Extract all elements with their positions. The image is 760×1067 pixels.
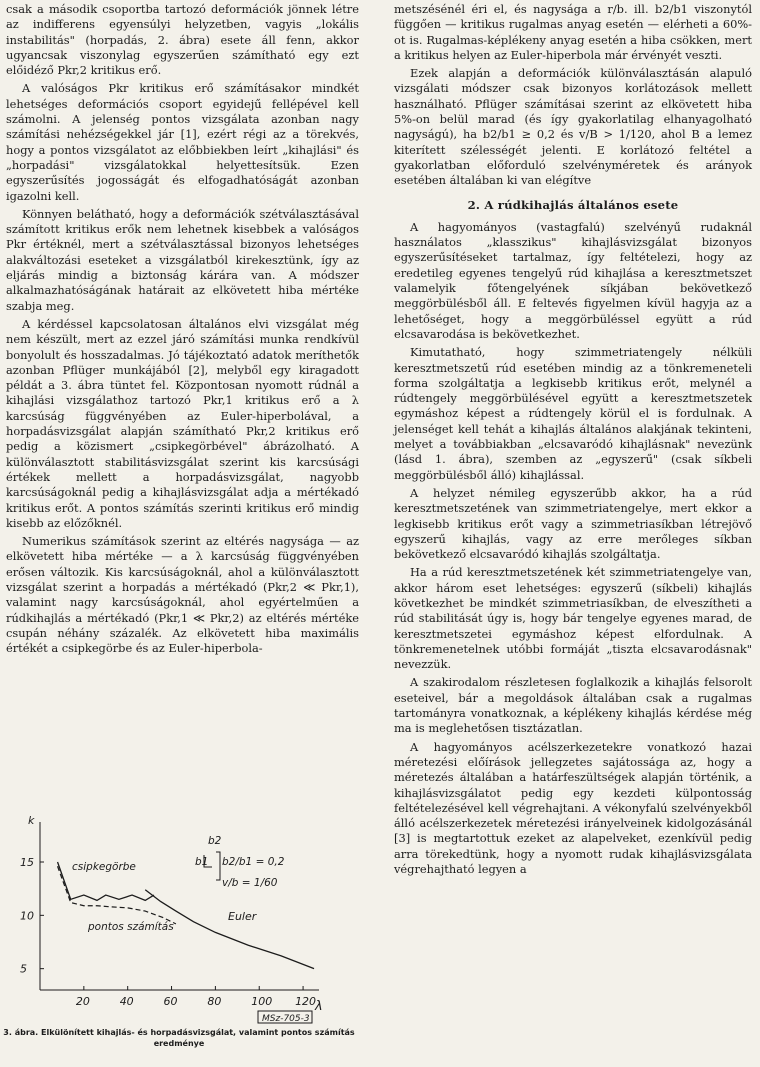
label-euler: Euler xyxy=(228,910,257,923)
label-b2: b2 xyxy=(208,835,222,847)
x-tick-label: 120 xyxy=(295,995,317,1008)
paragraph: A hagyományos (vastagfalú) szelvényű rudaknál használatos „klasszikus" kihajlásvizsgálat bizonyos egyszerűsítéseket tartalmaz, így feltételezi, hogy az eredetileg egyenes tengelyű rúd kihajlása a keresztmetszet valamelyik főtengelyének síkjában bekövetkező meggörbülésből áll. E feltevés figyelmen kívül hagyja az a lehetőséget, hogy a meggörbüléssel együtt a rúd elcsavarodása is bekövetkezhet. xyxy=(394,219,752,341)
right-column xyxy=(394,2,752,880)
paragraph: Ezek alapján a deformációk különválasztásán alapuló vizsgálati módszer csak bizonyos korlátozások mellett használható. Pflüger számításai szerint az elkövetett hiba 5%-on belül marad (és így gyakorlatilag elhanyagolható nagyságú), ha b2/b1 ≥ 0,2 és v/B > 1/120, ahol B a lemez kiterített szélességét jelenti. E korlátozó feltétel a gyakorlatban előforduló szelvényméretek és arányok esetében általában ki van elégítve xyxy=(394,66,752,188)
series-pontos-szamitas xyxy=(58,866,176,924)
y-tick-label: 15 xyxy=(20,856,34,869)
label-b1: b1 xyxy=(195,856,209,868)
paragraph: A hagyományos acélszerkezetekre vonatkozó hazai méretezési előírások jellegzetes sajátossága az, hogy a méretezés általában a határfeszültségek alapján történik, a kihajlásvizsgálatot pedig egy kezdeti külpontosság feltételezésével kell végrehajtani. A vékonyfalú szelvényekből álló acélszerkezetek méretezési irányelveinek kidolgozásánál [3] is megtartottuk ezeket az alapelveket, ezenkívül pedig arra törekedtünk, hogy a nyomott rudak kihajlásvizsgálata végrehajtható legyen a xyxy=(394,739,752,877)
axes xyxy=(20,822,319,1008)
label-vb: v/b = 1/60 xyxy=(222,877,278,889)
section-heading: 2. A rúdkihajlás általános esete xyxy=(467,197,679,212)
paragraph: csak a második csoportba tartozó deformációk jönnek létre az indifferens egyensúlyi helyzetben, vagyis „lokális instabilitás" (horpadás, 2. ábra) esete áll fenn, akkor ugyancsak viszonylag egyszerűen számítható egy ezt előidéző Pkr,2 kritikus erő. xyxy=(6,2,359,78)
figure-code: MSz-705-3 xyxy=(262,1014,310,1024)
paragraph: Kimutatható, hogy szimmetriatengely nélküli keresztmetszetű rúd esetében mindig az a tönkremeneteli forma szolgáltatja a legkisebb kritikus erőt, melynél a rúdtengely meggörbülésével együtt a keresztmetszetek egymáshoz képest a rúdtengely körül el is fordulnak. A jelenséget kell tehát a kihajlás általános alakjának tekinteni, melyet a továbbiakban „elcsavaródó kihajlásnak" nevezünk (lásd 1. ábra), szemben az „egyszerű" (csak síkbeli meggörbülésből álló) kihajlással. xyxy=(394,345,752,482)
x-tick-label: 100 xyxy=(251,995,273,1008)
label-ratio: b2/b1 = 0,2 xyxy=(222,856,285,868)
figure-caption: 3. ábra. Elkülönített kihajlás- és horpadásvizsgálat, valamint pontos számítás eredménye xyxy=(3,1028,355,1048)
paragraph: metszésénél éri el, és nagysága a r/b. ill. b2/b1 viszonytól függően — kritikus rugalmas anyag esetén — elérheti a 60%-ot is. Rugalmas-képlékeny anyag esetén a hiba csökken, mert a kritikus helyen az Euler-hiperbola már érvényét veszti. xyxy=(394,2,752,62)
x-tick-label: 40 xyxy=(119,995,134,1008)
paragraph: A kérdéssel kapcsolatosan általános elvi vizsgálat még nem készült, mert az ezzel járó számítási munka rendkívül bonyolult és hosszadalmas. Jó tájékoztató adatok meríthetők azonban Pflüger munkájából [2], melyből egy kiragadott példát a 3. ábra tüntet fel. Központosan nyomott rúdnál a kihajlási vizsgálathoz tartozó Pkr,1 kritikus erő a λ karcsúság függvényében az Euler-hiperbolával, a horpadásvizsgálat alapján számítható Pkr,2 kritikus erő pedig a közismert „csipkegörbével" ábrázolható. A különválasztott stabilitásvizsgálat szerint kis karcsúsági értékek mellett a horpadásvizsgálat, nagyobb karcsúságoknál pedig a kihajlásvizsgálat adja a mértékadó kritikus erőt. A pontos számítás szerinti kritikus erő mindig kisebb az előzőknél. xyxy=(6,316,359,530)
x-axis-label: λ xyxy=(315,999,323,1014)
label-pontos-szamitas: pontos számítás xyxy=(88,921,174,933)
y-tick-label: 5 xyxy=(20,962,27,976)
figure-3 xyxy=(0,810,360,1060)
figure-chart xyxy=(0,810,360,1025)
left-column xyxy=(6,2,359,659)
paragraph: Ha a rúd keresztmetszetének két szimmetriatengelye van, akkor három eset lehetséges: egyszerű (síkbeli) kihajlás következhet be mindkét szimmetriasíkban, de elveszítheti a rúd stabilitását úgy is, hogy bár tengelye egyenes marad, de keresztmetszetei egymáshoz képest elfordulnak. A tönkremenetelnek utóbbi formáját „tiszta elcsavarodásnak" nevezzük. xyxy=(394,565,752,672)
paragraph: Numerikus számítások szerint az eltérés nagysága — az elkövetett hiba mértéke — a λ karcsúság függvényében erősen változik. Kis karcsúságoknál, ahol a különválasztott vizsgálat szerint a horpadás a mértékadó (Pkr,2 ≪ Pkr,1), valamint nagy karcsúságoknál, ahol egyértelműen a rúdkihajlás a mértékadó (Pkr,1 ≪ Pkr,2) az eltérés mértéke csupán néhány százalék. Az elkövetett hiba maximális értékét a csipkegörbe és az Euler-hiperbola- xyxy=(6,534,359,656)
paragraph: A helyzet némileg egyszerűbb akkor, ha a rúd keresztmetszetének van szimmetriatengelye, mert ekkor a legkisebb kritikus erőt vagy a szimmetriasíkban létrejövő egyszerű kihajlás, vagy az erre merőleges síkban bekövetkező elcsavaródó kihajlás szolgáltatja. xyxy=(394,485,752,562)
bracket-icon xyxy=(216,852,220,880)
paragraph: A szakirodalom részletesen foglalkozik a kihajlás felsorolt eseteivel, bár a megoldások általában csak a rugalmas tartományra vonatkoznak, a képlékeny kihajlás kérdése még ma is meglehetősen tisztázatlan. xyxy=(394,675,752,736)
x-tick-label: 80 xyxy=(207,995,222,1008)
x-tick-label: 60 xyxy=(163,995,178,1008)
paragraph: Könnyen belátható, hogy a deformációk szétválasztásával számított kritikus erők nem lehetnek kisebbek a valóságos Pkr értéknél, mert a szétválasztással bizonyos lehetséges alakváltozási eseteket a vizsgálatból kirekesztünk, így az eljárás mindig a biztonság kárára van. A módszer alkalmazhatóságának határait az elkövetett hiba mértéke szabja meg. xyxy=(6,206,359,313)
x-tick-label: 20 xyxy=(75,995,90,1008)
label-csipkegorbe: csipkegörbe xyxy=(72,861,136,873)
paragraph: A valóságos Pkr kritikus erő számításakor mindkét lehetséges deformációs csoport egyidejű fellépével kell számolni. A jelenség pontos vizsgálata azonban nagy számítási nehézségekkel jár [1], ezért régi az a törekvés, hogy a pontos vizsgálatot az előbbiekben leírt „kihajlási" és „horpadási" vizsgálatokkal helyettesítsük. Ezen egyszerűsítés jogosságát és elfogadhatóságát azonban igazolni kell. xyxy=(6,81,359,203)
y-axis-label: k xyxy=(28,814,35,827)
y-tick-label: 10 xyxy=(20,909,34,923)
